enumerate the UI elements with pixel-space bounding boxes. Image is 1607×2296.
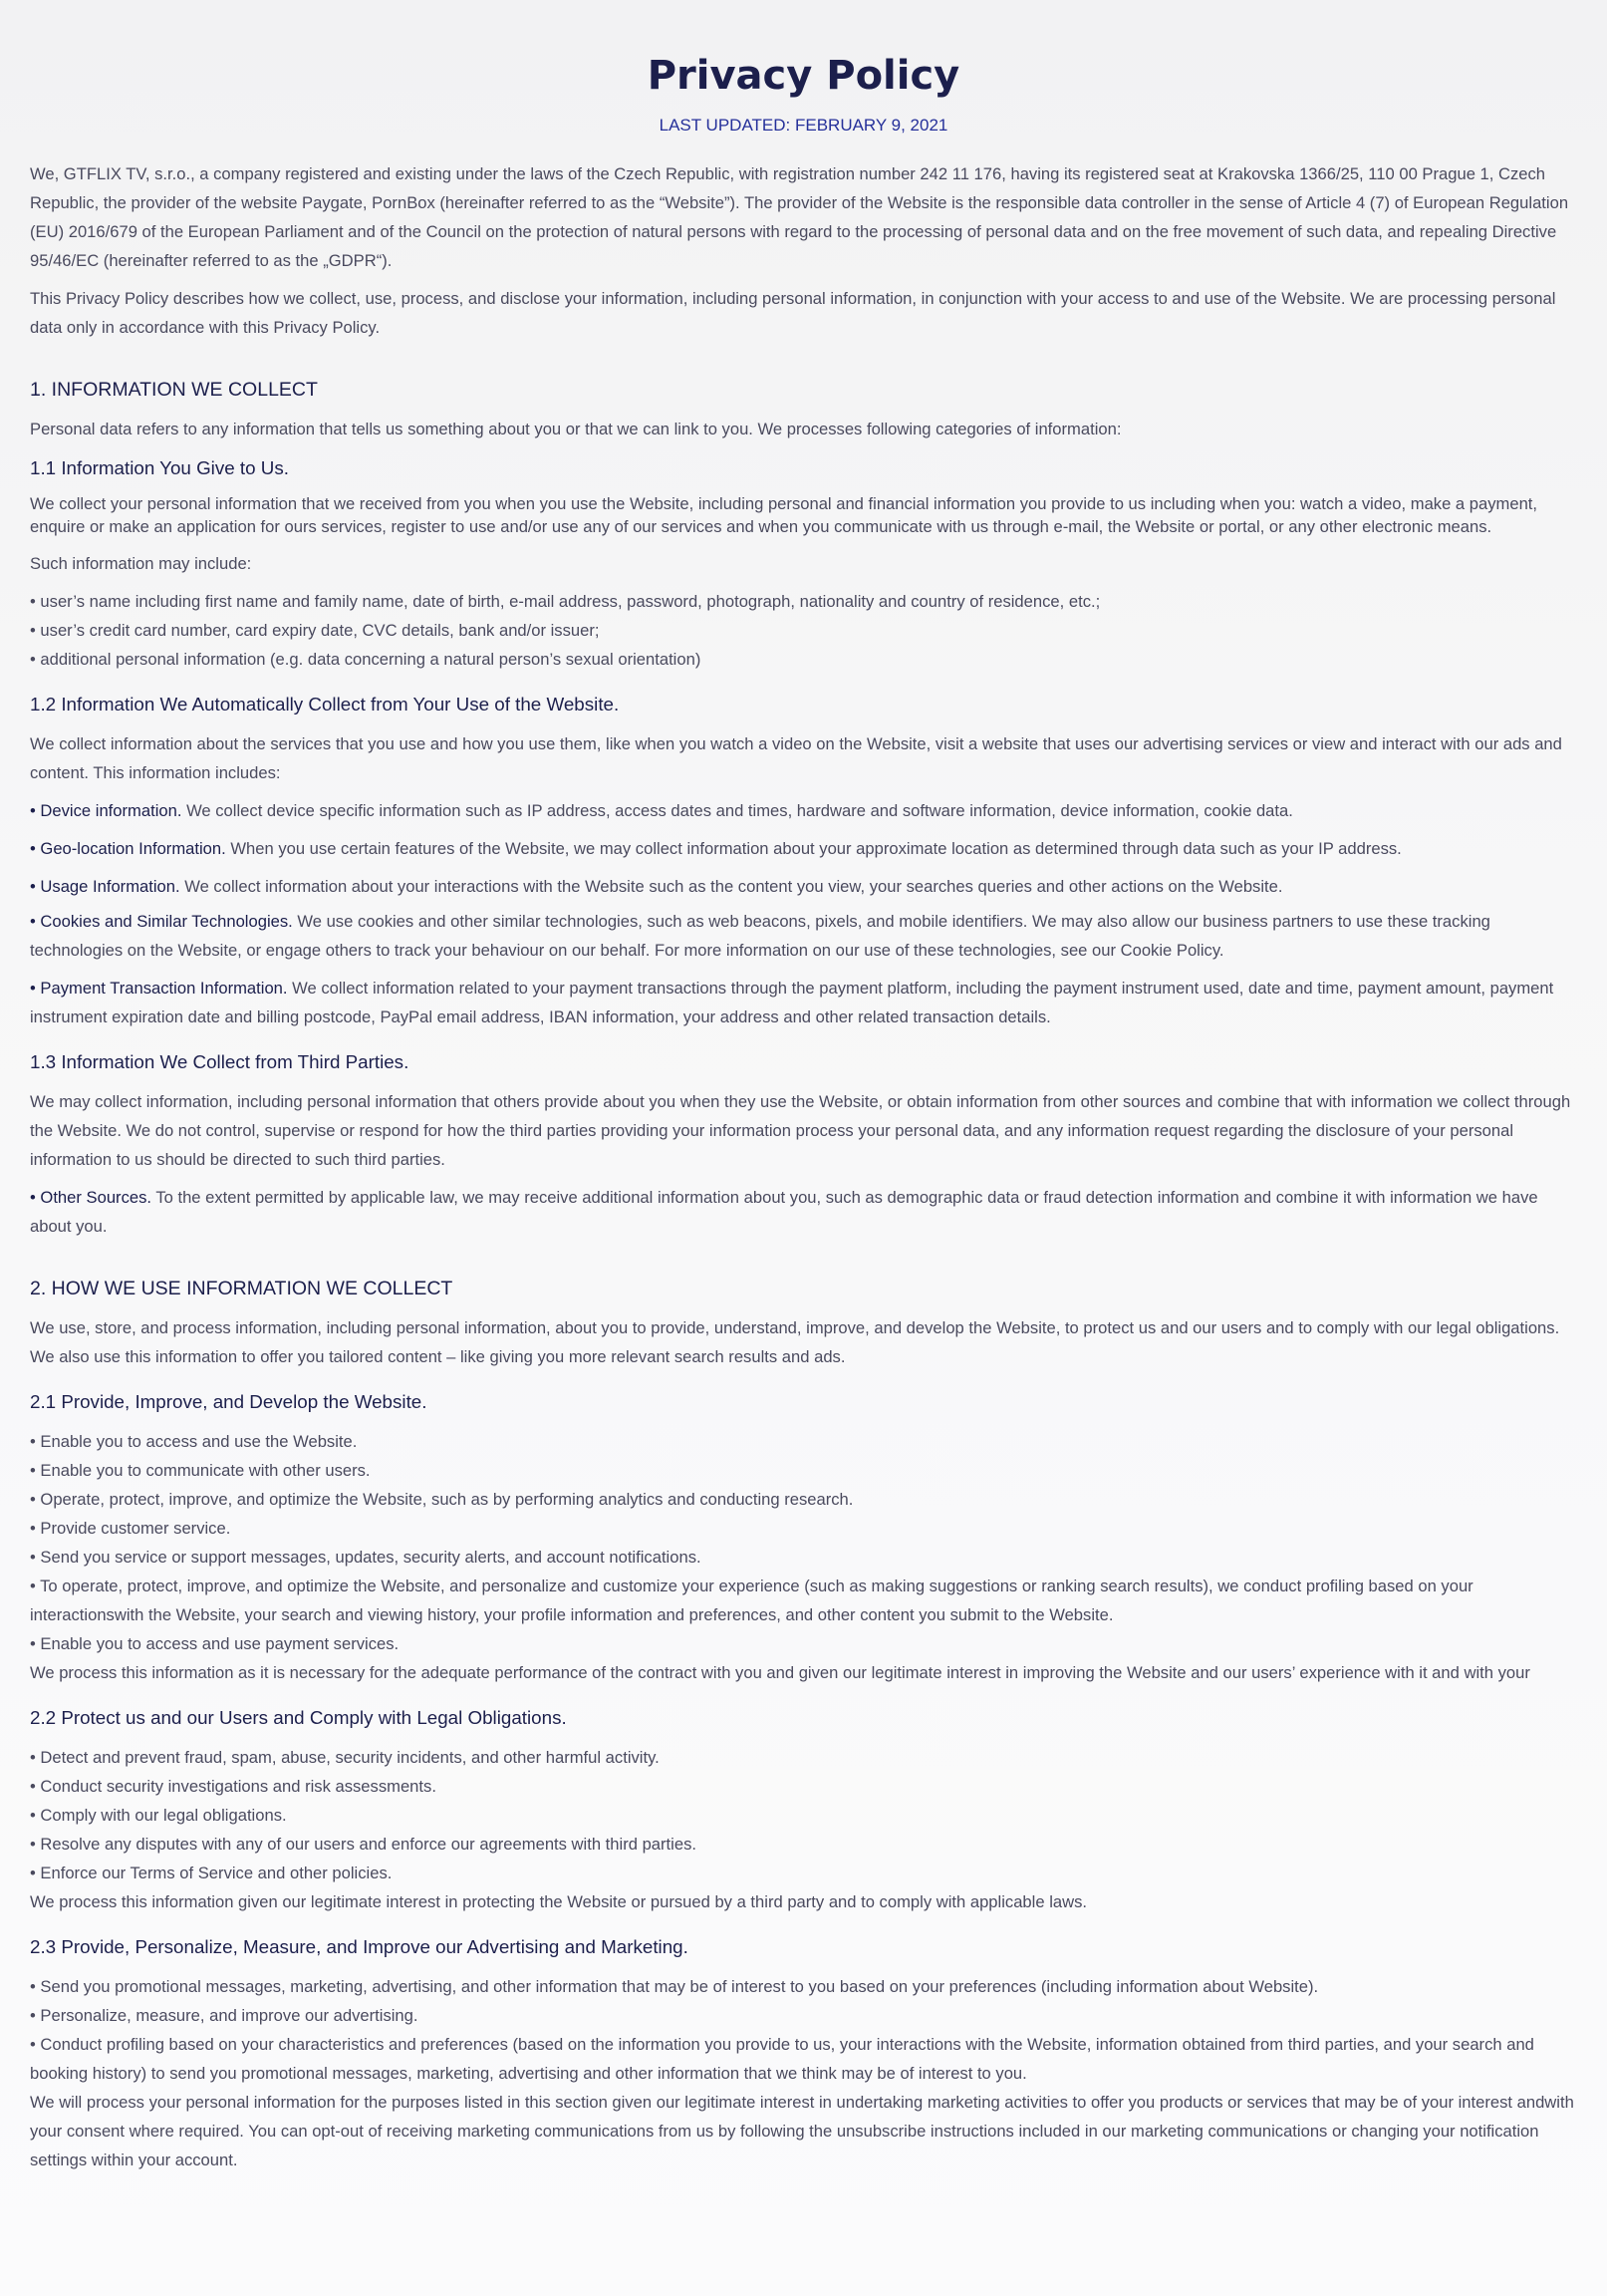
list-item: • Send you promotional messages, marketing, advertising, and other information that may be of interest to you based on your preferences (including information about Website). [30, 1977, 1319, 1996]
list-item: • Operate, protect, improve, and optimize the Website, such as by performing analytics and conducting research. [30, 1490, 854, 1509]
page-title: Privacy Policy [647, 53, 960, 99]
paragraph: We collect information about the services that you use and how you use them, like when you watch a video on the Website, visit a website that uses our advertising services or view and interact with our ads and content. This information includes: [30, 734, 1562, 782]
item-text: We use cookies and other similar technologies, such as web beacons, pixels, and mobile identifiers. We may also allow our business partners to use these tracking technologies on the Website, or engage others to track your behaviour on our behalf. For more information on our use of these technologies, see our Cookie Policy. [30, 912, 1490, 960]
bullet-list [30, 1427, 1577, 1658]
item-lead: • Usage Information. [30, 877, 180, 896]
paragraph: We process this information given our legitimate interest in protecting the Website or pursued by a third party and to comply with applicable laws. [30, 1892, 1087, 1911]
subsection-heading: 1.1 Information You Give to Us. [30, 457, 289, 478]
item-lead: • Device information. [30, 801, 182, 820]
list-item: • user’s name including first name and family name, date of birth, e-mail address, password, photograph, nationality and country of residence, etc.; [30, 592, 1101, 611]
list-item [30, 1183, 1577, 1241]
list-item: • Enable you to access and use payment services. [30, 1634, 400, 1653]
list-item [30, 907, 1577, 965]
paragraph: We may collect information, including personal information that others provide about you when they use the Website, or obtain information from other sources and combine that with information we collect through the Website. We do not control, supervise or respond for how the third parties providing your information process your personal data, and any information request regarding the disclosure of your personal information to us should be directed to such third parties. [30, 1092, 1571, 1169]
paragraph: We collect your personal information that we received from you when you use the Website, including personal and financial information you provide to us including when you: watch a video, make a payment, enquire or make an application for ours services, register to use and/or use any of our services and when you communicate with us through e-mail, the Website or portal, or any other electronic means. [30, 494, 1538, 536]
paragraph: We process this information as it is necessary for the adequate performance of the contract with you and given our legitimate interest in improving the Website and our users’ experience with it and with your [30, 1663, 1530, 1682]
list-item [30, 796, 1577, 825]
item-text: When you use certain features of the Website, we may collect information about your approximate location as determined through data such as your IP address. [225, 839, 1402, 858]
list-item: • To operate, protect, improve, and optimize the Website, and personalize and customize your experience (such as making suggestions or ranking search results), we conduct profiling based on your interactionswith the Website, your search and viewing history, your profile information and preferences, and other content you submit to the Website. [30, 1577, 1473, 1624]
intro-paragraph: This Privacy Policy describes how we collect, use, process, and disclose your information, including personal information, in conjunction with your access to and use of the Website. We are processing personal data only in accordance with this Privacy Policy. [30, 289, 1556, 337]
subsection-heading: 2.2 Protect us and our Users and Comply with Legal Obligations. [30, 1707, 567, 1728]
section-intro: Personal data refers to any information that tells us something about you or that we can link to you. We processes following categories of information: [30, 420, 1122, 438]
item-text: To the extent permitted by applicable law, we may receive additional information about you, such as demographic data or fraud detection information and combine it with information we have about you. [30, 1188, 1538, 1236]
subsection-heading: 2.3 Provide, Personalize, Measure, and Improve our Advertising and Marketing. [30, 1936, 688, 1957]
item-lead: • Payment Transaction Information. [30, 979, 288, 998]
item-text: We collect information about your interactions with the Website such as the content you view, your searches queries and other actions on the Website. [179, 877, 1283, 896]
subsection-heading: 2.1 Provide, Improve, and Develop the Website. [30, 1391, 427, 1412]
list-item: • Enable you to communicate with other users. [30, 1461, 371, 1480]
section-heading: 2. HOW WE USE INFORMATION WE COLLECT [30, 1278, 453, 1299]
item-lead: • Geo-location Information. [30, 839, 226, 858]
intro-paragraph: We, GTFLIX TV, s.r.o., a company registered and existing under the laws of the Czech Republic, with registration number 242 11 176, having its registered seat at Krakovska 1366/25, 110 00 Prague 1, Czech Republic, the provider of the website Paygate, PornBox (hereinafter referred to as the “Website”). The provider of the Website is the responsible data controller in the sense of Article 4 (7) of European Regulation (EU) 2016/679 of the European Parliament and of the Council on the protection of natural persons with regard to the processing of personal data and on the free movement of such data, and repealing Directive 95/46/EC (hereinafter referred to as the „GDPR“). [30, 164, 1569, 270]
item-text: We collect information related to your payment transactions through the payment platform, including the payment instrument used, date and time, payment amount, payment instrument expiration date and billing postcode, PayPal email address, IBAN information, your address and other related transaction details. [30, 979, 1554, 1026]
list-item: • Send you service or support messages, updates, security alerts, and account notifications. [30, 1548, 701, 1567]
list-item [30, 872, 1577, 901]
list-item: • Detect and prevent fraud, spam, abuse, security incidents, and other harmful activity. [30, 1748, 660, 1767]
section-intro: We use, store, and process information, including personal information, about you to provide, understand, improve, and develop the Website, to protect us and our users and to comply with our legal obligations. We also use this information to offer you tailored content – like giving you more relevant search results and ads. [30, 1318, 1560, 1366]
list-item: • Conduct security investigations and risk assessments. [30, 1777, 436, 1796]
list-item: • Resolve any disputes with any of our users and enforce our agreements with third parties. [30, 1835, 696, 1854]
list-item: • Enforce our Terms of Service and other policies. [30, 1864, 393, 1882]
bullet-list [30, 1743, 1577, 1887]
list-item: • user’s credit card number, card expiry date, CVC details, bank and/or issuer; [30, 621, 600, 640]
item-lead: • Other Sources. [30, 1188, 152, 1207]
last-updated-date: LAST UPDATED: FEBRUARY 9, 2021 [659, 116, 948, 135]
list-item [30, 974, 1577, 1031]
list-item [30, 834, 1577, 863]
item-text: We collect device specific information such as IP address, access dates and times, hardware and software information, device information, cookie data. [181, 801, 1293, 820]
list-item: • additional personal information (e.g. data concerning a natural person’s sexual orientation) [30, 650, 701, 669]
list-item: • Conduct profiling based on your characteristics and preferences (based on the information you provide to us, your interactions with the Website, information obtained from third parties, and your search and booking history) to send you promotional messages, marketing, advertising and other information that we think may be of interest to you. [30, 2035, 1534, 2083]
paragraph: Such information may include: [30, 554, 252, 573]
list-item: • Personalize, measure, and improve our advertising. [30, 2006, 418, 2025]
bullet-list [30, 587, 1577, 674]
list-item: • Provide customer service. [30, 1519, 231, 1538]
subsection-heading: 1.2 Information We Automatically Collect from Your Use of the Website. [30, 694, 620, 715]
list-item: • Enable you to access and use the Website. [30, 1432, 358, 1451]
item-lead: • Cookies and Similar Technologies. [30, 912, 293, 931]
list-item: • Comply with our legal obligations. [30, 1806, 287, 1825]
section-heading: 1. INFORMATION WE COLLECT [30, 379, 318, 401]
paragraph: We will process your personal information for the purposes listed in this section given our legitimate interest in undertaking marketing activities to offer you products or services that may be of your interest andwith your consent where required. You can opt-out of receiving marketing communications from us by following the unsubscribe instructions included in our marketing communications or changing your notification settings within your account. [30, 2093, 1574, 2169]
bullet-list [30, 1972, 1577, 2088]
subsection-heading: 1.3 Information We Collect from Third Parties. [30, 1051, 409, 1072]
